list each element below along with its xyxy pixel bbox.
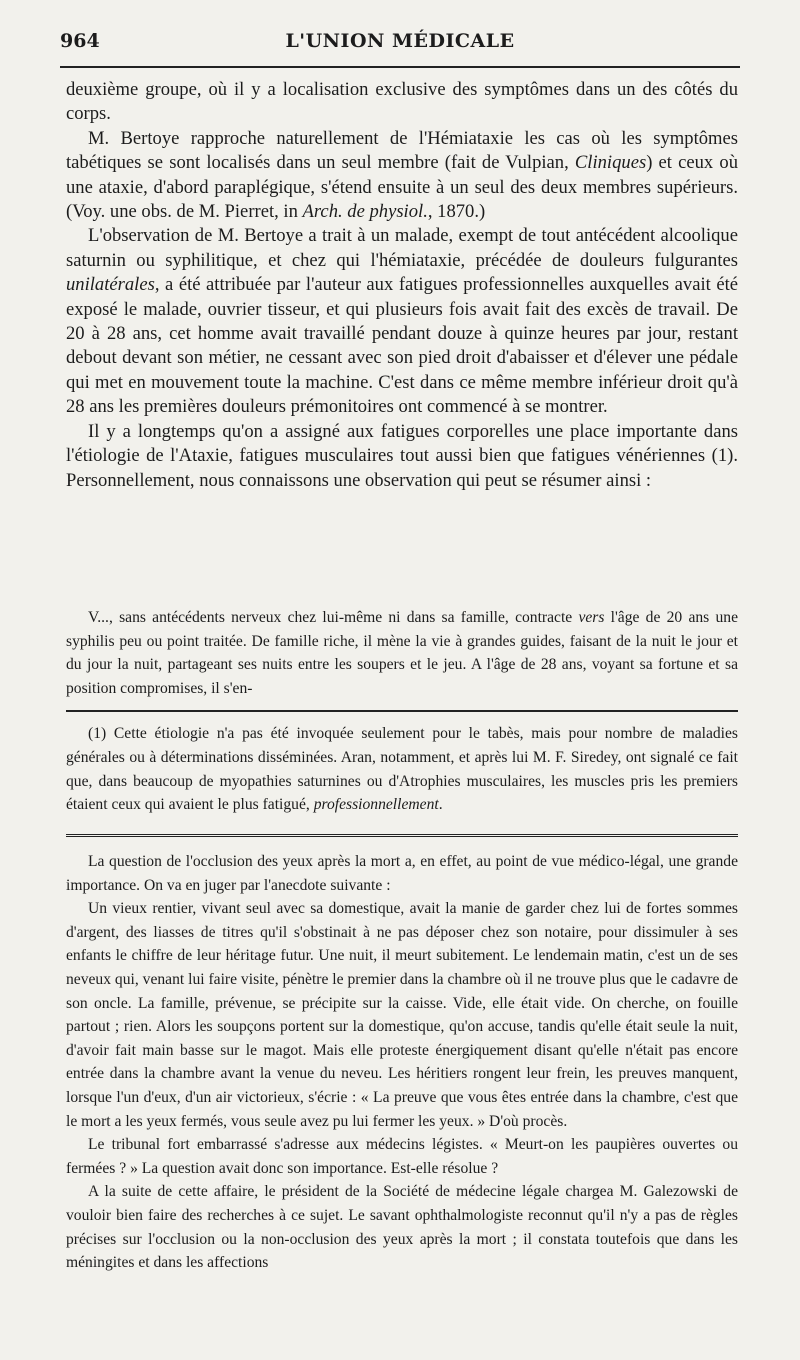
feuilleton-paragraph: A la suite de cette affaire, le président de la Société de médecine légale chargea M. Galezowski de vouloir bien faire des recherches à ce sujet. Le savant ophthalmologiste reconnut qu'il n'y a pas de règles précises sur l'occlusion ou la non-occlusion des yeux après la mort ; il constata toutefois que dans les méningites et dans les affections xyxy=(66,1183,738,1272)
feuilleton-paragraph: Le tribunal fort embarrassé s'adresse aux médecins légistes. « Meurt-on les paupières ouvertes ou fermées ? » La question avait donc son importance. Est-elle résolue ? xyxy=(66,1136,738,1177)
footnote xyxy=(66,722,738,817)
page-number: 964 xyxy=(60,30,100,52)
feuilleton-separator xyxy=(66,834,738,841)
footnote-paragraph: (1) Cette étiologie n'a pas été invoquée seulement pour le tabès, mais pour nombre de maladies générales ou à déterminations disséminées. Aran, notamment, et après lui M. F. Siredey, ont signalé ce fait que, dans beaucoup de myopathies saturnines ou d'Atrophies musculaires, les muscles pris les premiers étaient ceux qui avaient le plus fatigué, professionnellement. xyxy=(66,725,738,814)
page-header xyxy=(60,30,740,56)
feuilleton-section xyxy=(66,850,738,1275)
paragraph-bertoye-observation: L'observation de M. Bertoye a trait à un malade, exempt de tout antécédent alcoolique saturnin ou syphilitique, et chez qui l'hémiataxie, précédée de douleurs fulgurantes unilatérales, a été attribuée par l'auteur aux fatigues professionnelles auxquelles avait été exposé le malade, ouvrier tisseur, et qui plusieurs fois avait fait des excès de travail. De 20 à 28 ans, cet homme avait travaillé pendant douze à quinze heures par jour, restant debout devant son métier, ne cessant avec son pied droit d'abaisser et d'élever une pédale qui met en mouvement toute la machine. C'est dans ce même membre inférieur droit qu'à 28 ans les premières douleurs prémonitoires ont commencé à se montrer. xyxy=(66,225,738,418)
running-title: L'UNION MÉDICALE xyxy=(285,30,515,52)
feuilleton-paragraph: Un vieux rentier, vivant seul avec sa domestique, avait la manie de garder chez lui de fortes sommes d'argent, des liasses de titres qu'il s'obstinait à ne pas déposer chez son notaire, pour dissimuler à ses enfants le chiffre de leur héritage futur. Une nuit, il meurt subitement. Le lendemain matin, c'est un de ses neveux qui, venant lui faire visite, pénètre le premier dans la chambre où il ne trouve plus que le cadavre de son oncle. La famille, prévenue, se précipite sur la caisse. Vide, elle était vide. On cherche, on fouille partout ; rien. Alors les soupçons portent sur la domestique, qu'on accuse, tandis qu'elle était seule la nuit, d'avoir fait main basse sur le magot. Mais elle proteste énergiquement disant qu'elle n'était pas encore entrée dans la chambre avant la venue du neveu. Les héritiers rongent leur frein, les preuves manquent, lorsque l'un d'eux, d'un air victorieux, s'écrie : « La preuve que vous êtes entrée dans la chambre, c'est que le mort a les yeux fermés, vous seule avez pu lui fermer les yeux. » D'où procès. xyxy=(66,900,739,1130)
header-rule xyxy=(60,66,740,68)
case-report xyxy=(66,606,738,700)
case-paragraph: V..., sans antécédents nerveux chez lui-même ni dans sa famille, contracte vers l'âge de 20 ans une syphilis peu ou point traitée. De famille riche, il mène la vie à grandes guides, faisant de la nuit le jour et du jour la nuit, partageant ses nuits entre les soupers et le jeu. A l'âge de 28 ans, voyant sa fortune et sa position compromises, il s'en- xyxy=(66,609,738,697)
paragraph-fatigues: Il y a longtemps qu'on a assigné aux fatigues corporelles une place importante dans l'étiologie de l'Ataxie, fatigues musculaires tout aussi bien que fatigues vénériennes (1). Personnellement, nous connaissons une observation qui peut se résumer ainsi : xyxy=(66,420,738,491)
main-article xyxy=(66,78,738,493)
paragraph-bertoye-hemiataxie: M. Bertoye rapproche naturellement de l'Hémiataxie les cas où les symptômes tabétiques se sont localisés dans un seul membre (fait de Vulpian, Cliniques) et ceux où une ataxie, d'abord paraplégique, s'étend ensuite à un seul des deux membres supérieurs. (Voy. une obs. de M. Pierret, in Arch. de physiol., 1870.) xyxy=(66,127,738,223)
footnote-rule xyxy=(66,710,738,712)
feuilleton-paragraph: La question de l'occlusion des yeux après la mort a, en effet, au point de vue médico-légal, une grande importance. On va en juger par l'anecdote suivante : xyxy=(66,853,738,894)
paragraph-continuation: deuxième groupe, où il y a localisation exclusive des symptômes dans un des côtés du corps. xyxy=(66,79,738,125)
